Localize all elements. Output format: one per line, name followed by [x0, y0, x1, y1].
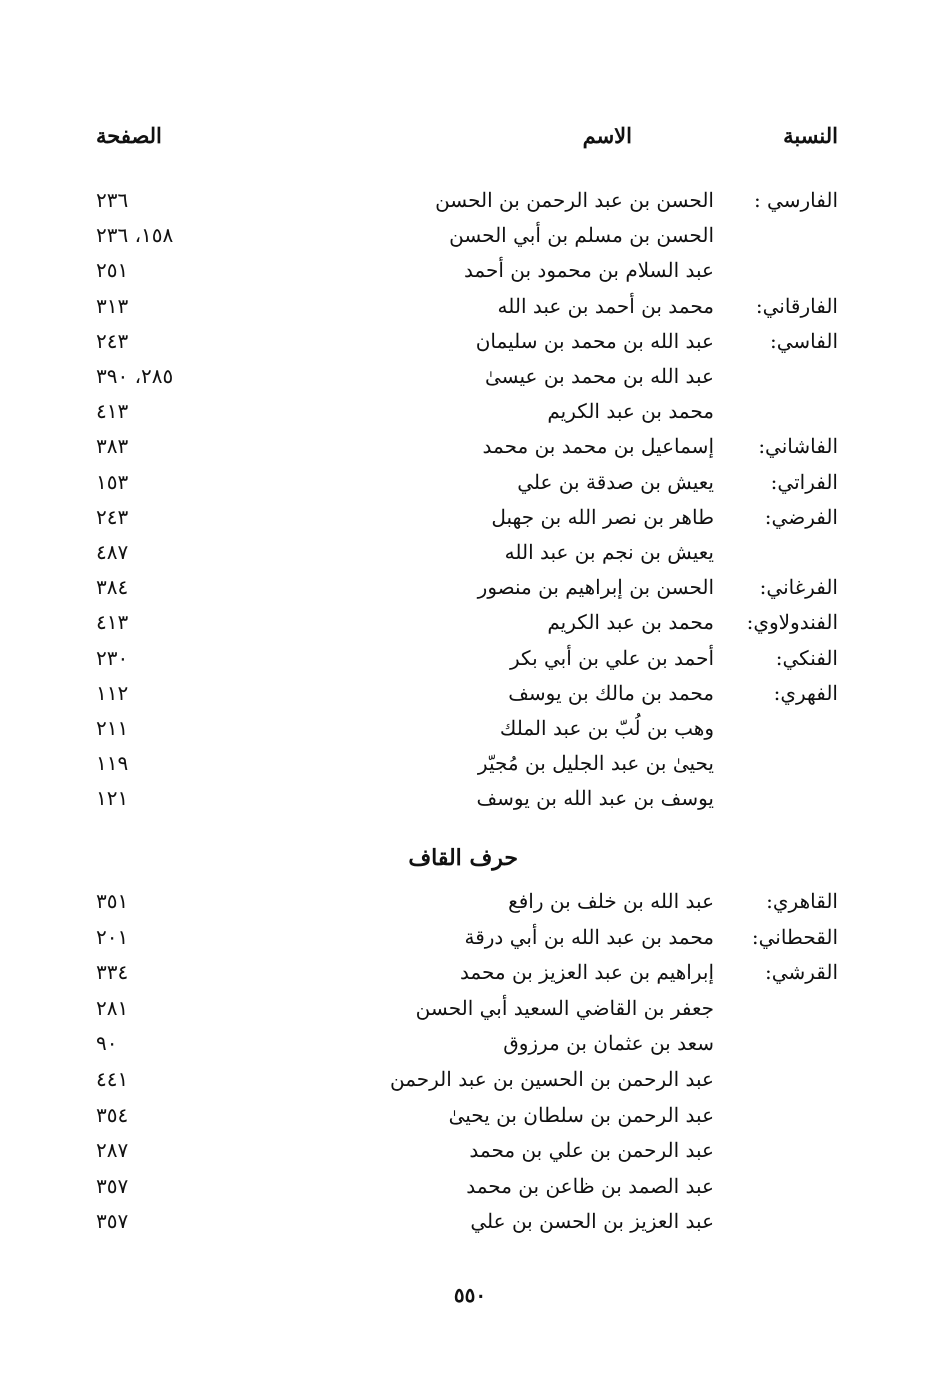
entry-page: ١٥٨، ٢٣٦ — [96, 223, 174, 248]
index-entry — [0, 252, 940, 288]
entry-name: إسماعيل بن محمد بن محمد — [482, 434, 714, 459]
entry-name: محمد بن عبد الله بن أبي درقة — [464, 924, 714, 949]
entry-page: ١٥٣ — [96, 469, 129, 494]
entry-nisba: الفندولاوي: — [746, 610, 838, 635]
entry-page: ٢٨٥، ٣٩٠ — [96, 364, 174, 388]
index-entry — [0, 604, 940, 640]
entry-nisba: القحطاني: — [751, 924, 838, 949]
index-entry — [0, 883, 940, 919]
entry-name: عبد الله بن محمد بن عيسىٰ — [485, 364, 714, 388]
entry-name: جعفر بن القاضي السعيد أبي الحسن — [415, 995, 714, 1020]
entry-page: ٤٨٧ — [96, 540, 129, 564]
entry-page: ٣٥١ — [96, 889, 129, 913]
entry-name: وهب بن لُبّ بن عبد الملك — [499, 716, 714, 740]
entry-name: عبد الرحمن بن سلطان بن يحيىٰ — [448, 1102, 714, 1127]
entry-page: ٢٣٦ — [96, 188, 129, 212]
entry-name: الحسن بن مسلم بن أبي الحسن — [449, 223, 714, 248]
entry-name: الحسن بن عبد الرحمن بن الحسن — [435, 188, 714, 212]
entry-page: ٢٨١ — [96, 995, 129, 1020]
entry-name: عبد الرحمن بن علي بن محمد — [469, 1138, 714, 1163]
index-entry — [0, 182, 940, 218]
index-entry — [0, 990, 940, 1026]
index-entry — [0, 675, 940, 711]
entry-name: محمد بن عبد الكريم — [547, 399, 714, 424]
column-header-page: الصفحة — [96, 123, 162, 148]
column-header-name: الاسم — [582, 123, 632, 148]
entry-nisba: الفاسي: — [769, 328, 838, 353]
entry-page: ١١٢ — [96, 680, 129, 705]
entry-name: سعد بن عثمان بن مرزوق — [503, 1031, 714, 1056]
entry-page: ٢٠١ — [96, 924, 129, 949]
column-header-nisba: النسبة — [783, 123, 838, 148]
entry-nisba: الفنكي: — [775, 645, 838, 670]
entry-name: يحيىٰ بن عبد الجليل بن مُجيّر — [477, 751, 714, 776]
entry-nisba: القرشي: — [765, 960, 838, 985]
index-entry — [0, 1132, 940, 1168]
entry-page: ٩٠ — [96, 1031, 118, 1056]
index-entry — [0, 954, 940, 990]
entry-page: ٢٨٧ — [96, 1138, 129, 1163]
entry-page: ٢١١ — [96, 716, 129, 740]
entry-nisba: الفاشاني: — [758, 434, 838, 459]
entry-name: عبد السلام بن محمود بن أحمد — [463, 258, 714, 283]
index-entry — [0, 1168, 940, 1204]
entry-page: ١١٩ — [96, 751, 129, 776]
entry-nisba: الفرغاني: — [759, 575, 838, 600]
entry-name: إبراهيم بن عبد العزيز بن محمد — [459, 960, 714, 985]
index-entry — [0, 288, 940, 324]
index-entry — [0, 710, 940, 746]
index-entry — [0, 358, 940, 394]
entry-page: ٤١٣ — [96, 399, 129, 424]
entry-page: ١٢١ — [96, 786, 129, 811]
index-entry — [0, 919, 940, 955]
section-title: حرف القاف — [408, 845, 518, 871]
page-number: ٥٥٠ — [453, 1283, 487, 1307]
index-entry — [0, 499, 940, 535]
entry-page: ٣٥٧ — [96, 1173, 129, 1198]
entry-nisba: الفارقاني: — [755, 293, 838, 318]
entry-name: يوسف بن عبد الله بن يوسف — [476, 786, 714, 811]
entry-name: محمد بن مالك بن يوسف — [508, 680, 714, 705]
entry-nisba: الفهري: — [773, 680, 838, 705]
entry-page: ٣٣٤ — [96, 960, 129, 985]
index-entry — [0, 464, 940, 500]
entry-page: ٤١٣ — [96, 610, 129, 635]
entry-name: يعيش بن صدقة بن علي — [517, 469, 714, 494]
entry-name: يعيش بن نجم بن عبد الله — [504, 540, 714, 564]
entry-nisba: القاهري: — [766, 889, 838, 913]
entry-name: عبد الله بن خلف بن رافع — [508, 889, 714, 913]
entry-name: الحسن بن إبراهيم بن منصور — [477, 575, 714, 600]
entry-nisba: الفراتي: — [770, 469, 838, 494]
entry-page: ٢٤٣ — [96, 504, 129, 529]
index-entry — [0, 569, 940, 605]
entry-name: محمد بن أحمد بن عبد الله — [497, 293, 714, 318]
entry-nisba: الفرضي: — [764, 504, 838, 529]
entry-name: عبد الله بن محمد بن سليمان — [475, 328, 714, 353]
index-entry — [0, 640, 940, 676]
index-entry — [0, 745, 940, 781]
entry-name: أحمد بن علي بن أبي بكر — [509, 645, 714, 670]
index-entry — [0, 217, 940, 253]
entry-page: ٣٥٤ — [96, 1102, 129, 1127]
index-entry — [0, 1097, 940, 1133]
entry-page: ٣٨٤ — [96, 575, 129, 600]
entry-name: عبد العزيز بن الحسن بن علي — [470, 1209, 714, 1234]
entry-page: ٣٨٣ — [96, 434, 129, 459]
entry-page: ٢٣٠ — [96, 645, 129, 670]
index-entry — [0, 1025, 940, 1061]
index-entry — [0, 393, 940, 429]
entry-page: ٣٥٧ — [96, 1209, 129, 1234]
entry-page: ٢٥١ — [96, 258, 129, 283]
entry-name: عبد الرحمن بن الحسين بن عبد الرحمن — [390, 1067, 714, 1091]
index-entry — [0, 1203, 940, 1239]
entry-page: ٣١٣ — [96, 293, 129, 318]
index-entry — [0, 428, 940, 464]
entry-name: طاهر بن نصر الله بن جهبل — [491, 504, 714, 529]
entry-page: ٤٤١ — [96, 1067, 129, 1091]
entry-name: محمد بن عبد الكريم — [547, 610, 714, 635]
index-entry — [0, 780, 940, 816]
entry-page: ٢٤٣ — [96, 328, 129, 353]
entry-name: عبد الصمد بن ظاعن بن محمد — [466, 1173, 714, 1198]
index-entry — [0, 534, 940, 570]
index-entry — [0, 1061, 940, 1097]
index-entry — [0, 323, 940, 359]
entry-nisba: الفارسي : — [753, 188, 838, 212]
